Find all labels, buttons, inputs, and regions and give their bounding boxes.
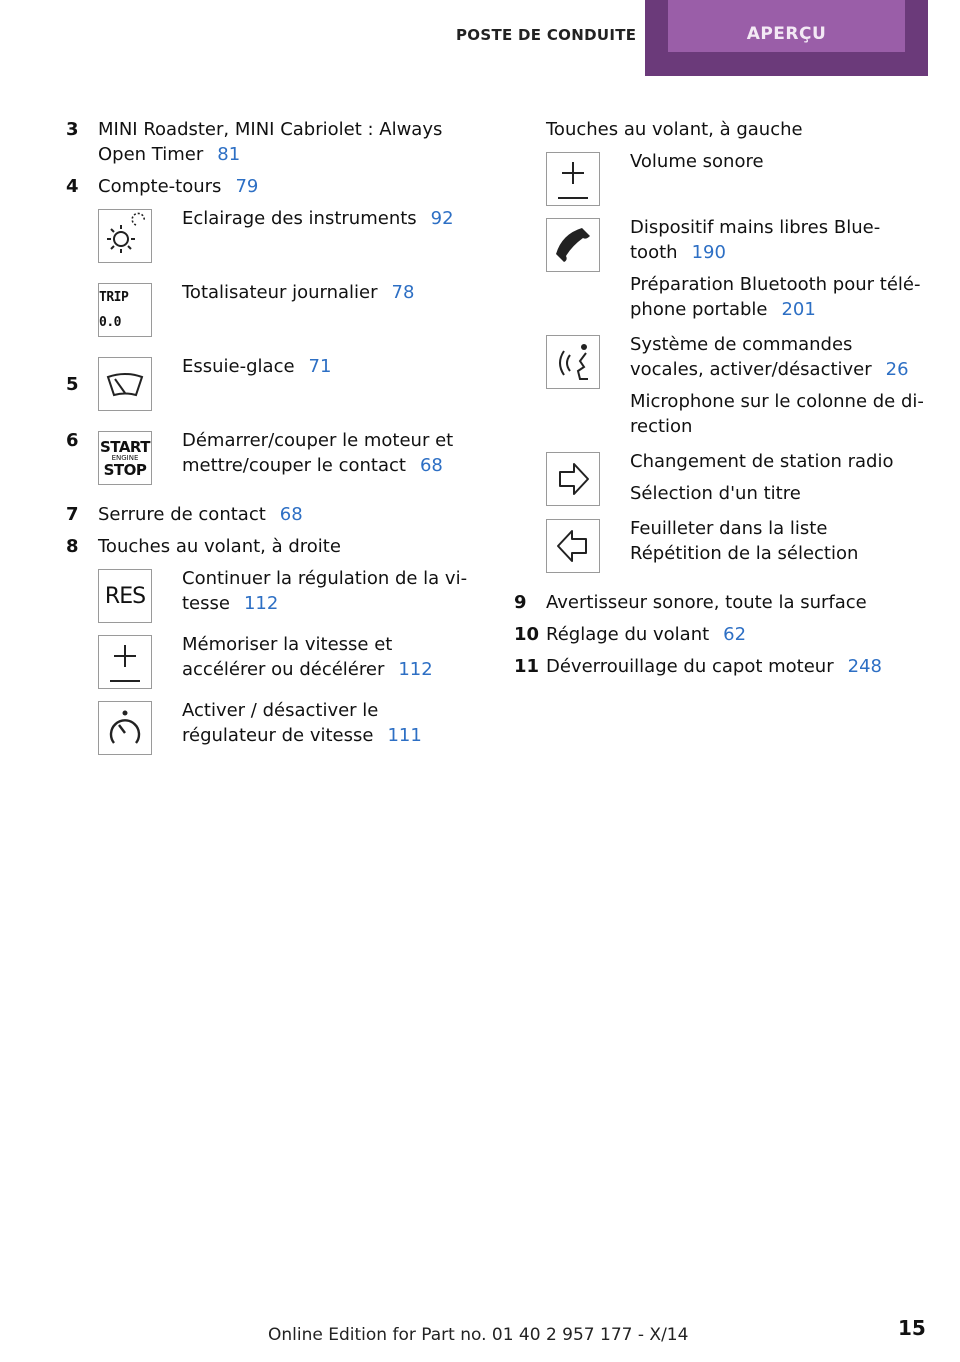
item-number: 4 xyxy=(66,176,79,197)
sub-item-instrument-lighting xyxy=(98,206,476,262)
page-ref-link[interactable]: 81 xyxy=(217,144,241,165)
sub-item-text: Mémoriser la vitesse et accélérer ou décélérer xyxy=(182,634,393,680)
sub-item-text: Feuilleter dans la liste Répétition de la sélection xyxy=(630,518,859,564)
arrow-right-icon xyxy=(546,452,600,506)
item-number: 8 xyxy=(66,536,79,557)
sub-item-trip-counter xyxy=(98,280,476,336)
item-number: 10 xyxy=(514,624,540,645)
item-text: Compte-tours xyxy=(98,176,222,197)
sub-item-text: Essuie-glace xyxy=(182,356,295,377)
sub-item-text: Démarrer/couper le moteur et mettre/couper le contact xyxy=(182,430,454,476)
res-icon xyxy=(98,569,152,623)
page-ref-link[interactable]: 68 xyxy=(419,455,443,476)
chapter-tab xyxy=(645,0,928,76)
page-ref-link[interactable]: 248 xyxy=(847,656,882,677)
volume-icon xyxy=(546,152,600,206)
sub-item-text: Continuer la régulation de la vitesse xyxy=(182,568,468,614)
list-item-4 xyxy=(66,174,476,199)
item-text: MINI Roadster, MINI Cabriolet : Always Open Timer xyxy=(98,119,443,165)
item-number: 3 xyxy=(66,119,79,140)
list-item-7 xyxy=(66,502,476,527)
page-number: 15 xyxy=(898,1316,926,1340)
sub-list-4 xyxy=(66,206,476,336)
stop-label: STOP xyxy=(103,460,147,479)
item-number: 5 xyxy=(66,374,79,395)
page-ref-link[interactable]: 111 xyxy=(387,725,422,746)
sub-item-text: Eclairage des instruments xyxy=(182,208,417,229)
sub-item-volume xyxy=(546,149,924,205)
instrument-lighting-icon xyxy=(98,209,152,263)
page-ref-link[interactable]: 78 xyxy=(391,282,415,303)
sub-list-left-controls xyxy=(514,149,924,572)
list-item-3 xyxy=(66,117,476,167)
cruise-control-icon xyxy=(98,701,152,755)
item-text: Réglage du volant xyxy=(546,624,710,645)
sub-item-text: Volume sonore xyxy=(630,151,764,172)
list-item-11 xyxy=(514,654,924,679)
page-ref-link[interactable]: 190 xyxy=(691,242,726,263)
res-icon-text: RES xyxy=(104,583,146,609)
sub-item-phone xyxy=(546,215,924,322)
item-number: 9 xyxy=(514,592,527,613)
intro-text: Touches au volant, à gauche xyxy=(546,119,803,140)
section-header: POSTE DE CONDUITE xyxy=(456,26,637,44)
item-text: Avertisseur sonore, toute la surface xyxy=(546,592,867,613)
sub-list-8 xyxy=(66,566,476,754)
page-ref-link[interactable]: 201 xyxy=(781,299,816,320)
start-label: START xyxy=(99,437,151,456)
page-ref-link[interactable]: 112 xyxy=(243,593,279,614)
wiper-icon xyxy=(98,357,152,411)
sub-item-text: Dispositif mains libres Bluetooth xyxy=(630,217,881,263)
page-ref-link[interactable]: 79 xyxy=(235,176,259,197)
sub-item-text: Système de commandes vocales, activer/désactiver xyxy=(630,334,872,380)
right-intro xyxy=(514,117,924,142)
list-item-8 xyxy=(66,534,476,559)
sub-item-wiper xyxy=(98,354,476,410)
sub-item-set-speed xyxy=(98,632,476,688)
sub-item-cruise-control xyxy=(98,698,476,754)
page-ref-link[interactable]: 26 xyxy=(885,359,909,380)
sub-item-next xyxy=(546,449,924,506)
sub-item-start-stop xyxy=(98,428,476,484)
page-ref-link[interactable]: 62 xyxy=(723,624,747,645)
sub-item-voice-command xyxy=(546,332,924,439)
phone-icon xyxy=(546,218,600,272)
item-text: Déverrouillage du capot moteur xyxy=(546,656,834,677)
start-stop-icon xyxy=(98,431,152,485)
sub-item-res xyxy=(98,566,476,622)
right-column xyxy=(514,117,924,686)
item-number: 7 xyxy=(66,504,79,525)
page-ref-link[interactable]: 92 xyxy=(430,208,454,229)
sub-item-text: Activer / désactiver le régulateur de vitesse xyxy=(182,700,379,746)
plus-minus-icon xyxy=(98,635,152,689)
page-ref-link[interactable]: 71 xyxy=(308,356,332,377)
page-ref-link[interactable]: 68 xyxy=(279,504,303,525)
item-text: Touches au volant, à droite xyxy=(98,536,341,557)
page-ref-link[interactable]: 112 xyxy=(398,659,433,680)
list-item-9 xyxy=(514,590,924,615)
engine-label: ENGINE xyxy=(111,453,139,462)
trip-counter-icon-text: TRIP 0.0 xyxy=(99,290,129,330)
edition-footer: Online Edition for Part no. 01 40 2 957 177 - X/14 xyxy=(268,1325,689,1345)
left-column xyxy=(66,117,476,764)
sub-item-text: Microphone sur le colonne de direction xyxy=(630,391,924,437)
list-item-5 xyxy=(66,354,476,410)
item-text: Serrure de contact xyxy=(98,504,266,525)
item-number: 11 xyxy=(514,656,540,677)
item-number: 6 xyxy=(66,430,79,451)
list-item-10 xyxy=(514,622,924,647)
voice-command-icon xyxy=(546,335,600,389)
list-item-6 xyxy=(66,428,476,484)
sub-item-text: Sélection d'un titre xyxy=(630,483,801,504)
arrow-left-icon xyxy=(546,519,600,573)
sub-item-text: Préparation Bluetooth pour téléphone portable xyxy=(630,274,921,320)
sub-item-text: Changement de station radio xyxy=(630,451,894,472)
sub-item-text: Totalisateur journalier xyxy=(182,282,378,303)
chapter-tab-label: APERÇU xyxy=(668,0,905,52)
sub-item-previous xyxy=(546,516,924,572)
trip-counter-icon xyxy=(98,283,152,337)
